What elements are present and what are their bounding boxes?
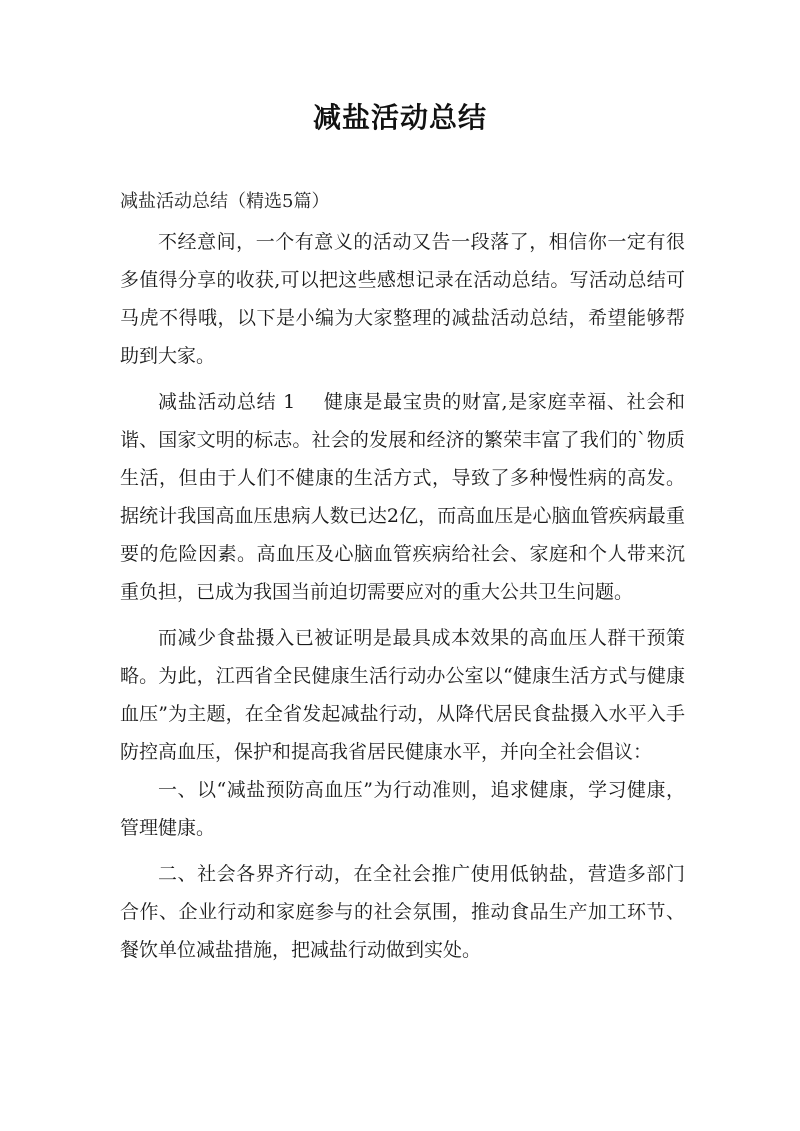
document-subtitle: 减盐活动总结（精选5篇） xyxy=(120,191,330,212)
document-body xyxy=(120,189,685,969)
section-1-paragraph xyxy=(120,383,685,611)
initiative-item-1: 一、以“减盐预防高血压”为行动准则，追求健康，学习健康，管理健康。 xyxy=(120,779,685,839)
section-1-heading: 减盐活动总结 1 xyxy=(158,391,296,413)
intro-paragraph: 不经意间，一个有意义的活动又告一段落了，相信你一定有很多值得分享的收获,可以把这些感想记录在活动总结。写活动总结可马虎不得哦，以下是小编为大家整理的减盐活动总结，希望能够帮助到大家。 xyxy=(120,231,685,367)
section-1-text: 健康是最宝贵的财富,是家庭幸福、社会和谐、国家文明的标志。社会的发展和经济的繁荣丰富了我们的`物质生活，但由于人们不健康的生活方式，导致了多种慢性病的高发。据统计我国高血压患病人数已达2亿，而高血压是心脑血管疾病最重要的危险因素。高血压及心脑血管疾病给社会、家庭和个人带来沉重负担，已成为我国当前迫切需要应对的重大公共卫生问题。 xyxy=(120,391,685,603)
document-title: 减盐活动总结 xyxy=(312,101,487,134)
initiative-item-2: 二、社会各界齐行动，在全社会推广使用低钠盐，营造多部门合作、企业行动和家庭参与的社会氛围，推动食品生产加工环节、餐饮单位减盐措施，把减盐行动做到实处。 xyxy=(120,863,685,961)
strategy-paragraph: 而减少食盐摄入已被证明是最具成本效果的高血压人群干预策略。为此，江西省全民健康生活行动办公室以“健康生活方式与健康血压”为主题，在全省发起减盐行动，从降代居民食盐摄入水平入手防控高血压，保护和提高我省居民健康水平，并向全社会倡议： xyxy=(120,627,685,763)
